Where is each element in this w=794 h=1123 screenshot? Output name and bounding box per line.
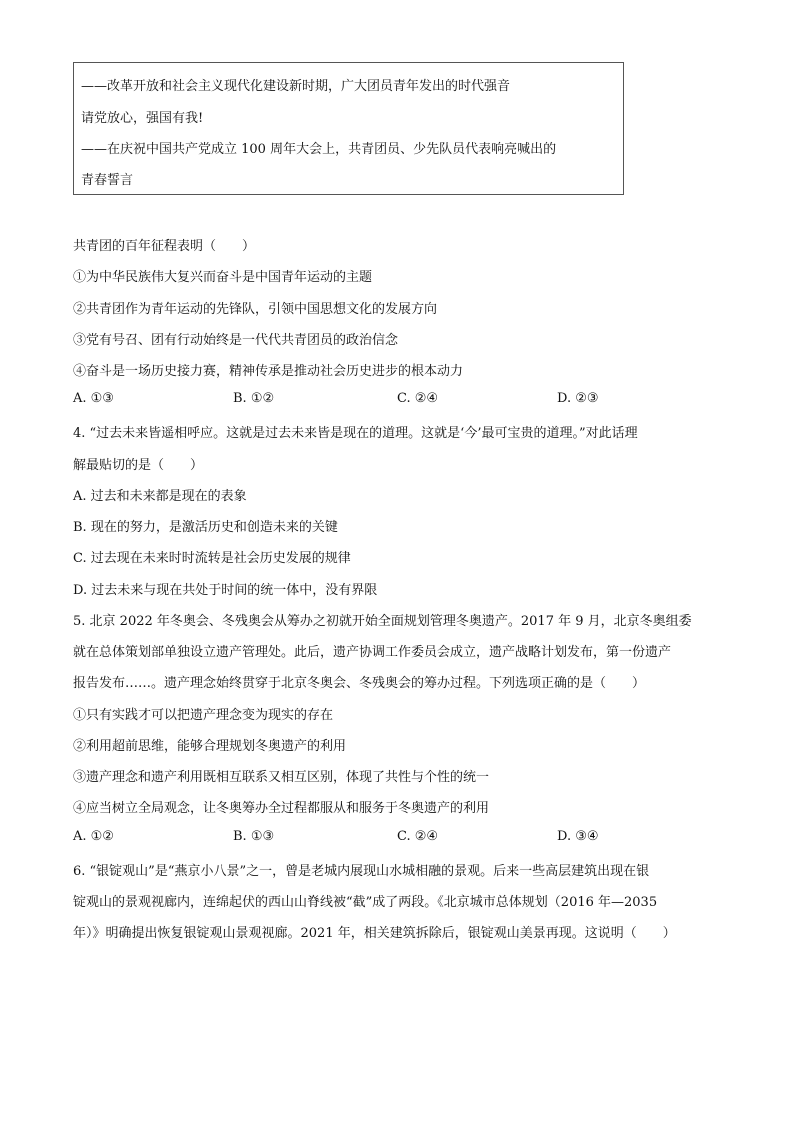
quote-box: [73, 62, 624, 195]
q3-option-c: C. ②④: [397, 391, 439, 406]
q4-stem-line-1: 4. “过去未来皆遥相呼应。这就是过去未来皆是现在的道理。这就是‘今’最可宝贵的道理。”对此话理: [73, 426, 638, 441]
quote-line: ——改革开放和社会主义现代化建设新时期，广大团员青年发出的时代强音: [81, 79, 511, 94]
q3-stem: 共青团的百年征程表明（ ）: [73, 239, 256, 254]
q5-stem-line-1: 5. 北京 2022 年冬奥会、冬残奥会从筹办之初就开始全面规划管理冬奥遗产。2017 年 9 月，北京冬奥组委: [73, 614, 692, 629]
q5-statement-1: ①只有实践才可以把遗产理念变为现实的存在: [73, 708, 334, 723]
q5-option-a: A. ①②: [73, 829, 114, 844]
q3-option-d: D. ②③: [557, 391, 599, 406]
q6-stem-line-3: 年）》明确提出恢复银锭观山景观视廊。2021 年，相关建筑拆除后，银锭观山美景再现。这说明（ ）: [73, 926, 676, 941]
q6-stem-line-2: 锭观山的景观视廊内，连绵起伏的西山山脊线被“截”成了两段。《北京城市总体规划（2016 年—2035: [73, 895, 658, 910]
q5-statement-3: ③遗产理念和遗产利用既相互联系又相互区别，体现了共性与个性的统一: [73, 770, 490, 785]
q3-statement-3: ③党有号召、团有行动始终是一代代共青团员的政治信念: [73, 333, 399, 348]
quote-line: 青春誓言: [81, 173, 134, 188]
q5-option-b: B. ①③: [233, 829, 275, 844]
quote-line: ——在庆祝中国共产党成立 100 周年大会上，共青团员、少先队员代表响亮喊出的: [81, 142, 557, 157]
q6-stem-line-1: 6. “银锭观山”是“燕京小八景”之一，曾是老城内展现山水城相融的景观。后来一些高层建筑出现在银: [73, 864, 650, 879]
q3-statement-1: ①为中华民族伟大复兴而奋斗是中国青年运动的主题: [73, 270, 373, 285]
q4-option-a: A. 过去和未来都是现在的表象: [73, 489, 247, 504]
q4-option-b: B. 现在的努力，是激活历史和创造未来的关键: [73, 520, 338, 535]
q3-option-b: B. ①②: [233, 391, 275, 406]
q4-option-d: D. 过去未来与现在共处于时间的统一体中，没有界限: [73, 583, 378, 598]
quote-line: 请党放心，强国有我!: [81, 111, 204, 126]
q3-option-a: A. ①③: [73, 391, 114, 406]
q5-stem-line-2: 就在总体策划部单独设立遗产管理处。此后，遗产协调工作委员会成立，遗产战略计划发布，第一份遗产: [73, 645, 672, 660]
q3-statement-2: ②共青团作为青年运动的先锋队，引领中国思想文化的发展方向: [73, 302, 438, 317]
q5-option-d: D. ③④: [557, 829, 599, 844]
q5-stem-line-3: 报告发布……。遗产理念始终贯穿于北京冬奥会、冬残奥会的筹办过程。下列选项正确的是（ ）: [73, 676, 646, 691]
q5-option-c: C. ②④: [397, 829, 439, 844]
q4-stem-line-2: 解最贴切的是（ ）: [73, 458, 204, 473]
q3-statement-4: ④奋斗是一场历史接力赛，精神传承是推动社会历史进步的根本动力: [73, 364, 464, 379]
q5-statement-2: ②利用超前思维，能够合理规划冬奥遗产的利用: [73, 739, 347, 754]
q4-option-c: C. 过去现在未来时时流转是社会历史发展的规律: [73, 551, 351, 566]
q5-statement-4: ④应当树立全局观念，让冬奥筹办全过程都服从和服务于冬奥遗产的利用: [73, 801, 490, 816]
